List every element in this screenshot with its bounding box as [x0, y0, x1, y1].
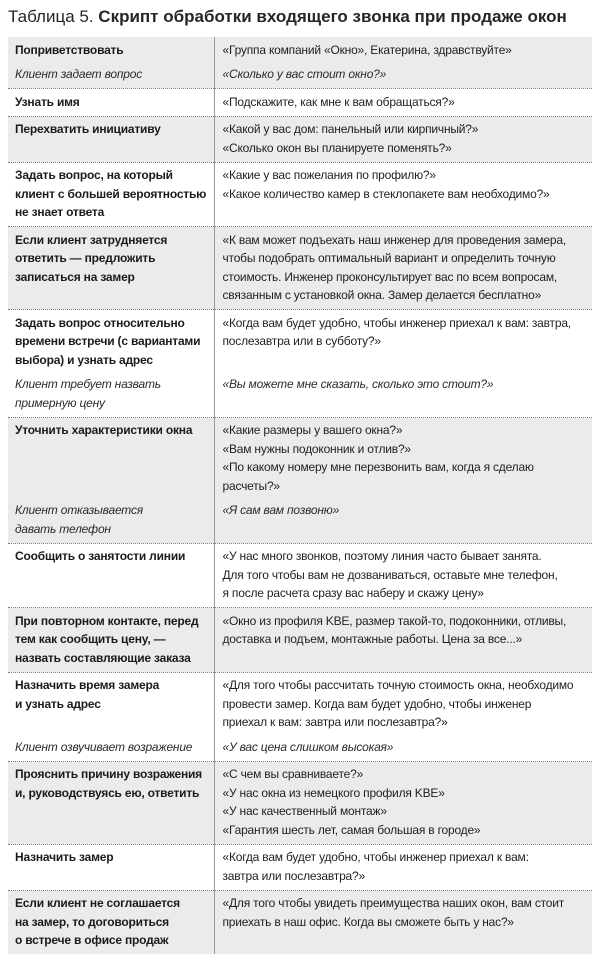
- operator-phrase-cell: «У нас много звонков, поэтому линия часто бывает занята. Для того чтобы вам не дозваниваться, оставьте мне телефон, я после расчета сразу вас наберу и скажу цену»: [214, 543, 592, 608]
- operator-step-row: [8, 116, 592, 162]
- operator-phrase-cell: «Для того чтобы увидеть преимущества наших окон, вам стоит приехать в наш офис. Когда вы сможете быть у нас?»: [214, 890, 592, 954]
- operator-step-row: [8, 844, 592, 890]
- caption-title: Скрипт обработки входящего звонка при продаже окон: [98, 7, 567, 26]
- operator-phrase-cell: «Для того чтобы рассчитать точную стоимость окна, необходимо провести замер. Когда вам будет удобно, чтобы инженер приехал к вам: завтра или послезавтра?»: [214, 672, 592, 732]
- operator-phrase-cell: «С чем вы сравниваете?» «У нас окна из немецкого профиля KBE» «У нас качественный монтаж» «Гарантия шесть лет, самая большая в городе»: [214, 761, 592, 844]
- operator-step-row: [8, 37, 592, 59]
- operator-step-row: [8, 417, 592, 495]
- step-cell: Назначить время замера и узнать адрес: [8, 672, 214, 732]
- script-row: [8, 89, 592, 117]
- operator-step-row: [8, 761, 592, 844]
- step-cell: Если клиент затрудняется ответить — предложить записаться на замер: [8, 227, 214, 310]
- operator-phrase-cell: «Подскажите, как мне к вам обращаться?»: [214, 89, 592, 117]
- operator-phrase-cell: «К вам может подъехать наш инженер для проведения замера, чтобы подобрать оптимальный вариант и определить точную стоимость. Инженер проконсультирует вас по всем вопросам, связанным с установкой окна. Замер делается бесплатно»: [214, 227, 592, 310]
- caption-number: Таблица 5.: [8, 7, 94, 26]
- operator-phrase-cell: «Когда вам будет удобно, чтобы инженер приехал к вам: завтра или послезавтра?»: [214, 844, 592, 890]
- script-row: [8, 162, 592, 227]
- script-row: [8, 417, 592, 543]
- step-cell: Сообщить о занятости линии: [8, 543, 214, 608]
- script-row: [8, 844, 592, 890]
- operator-step-row: [8, 310, 592, 370]
- client-phrase-cell: «Сколько у вас стоит окно?»: [214, 59, 592, 89]
- operator-step-row: [8, 672, 592, 732]
- operator-step-row: [8, 890, 592, 954]
- operator-phrase-cell: «Когда вам будет удобно, чтобы инженер приехал к вам: завтра, послезавтра или в субботу?»: [214, 310, 592, 370]
- script-row: [8, 761, 592, 844]
- step-cell: Поприветствовать: [8, 37, 214, 59]
- client-reaction-row: [8, 59, 592, 89]
- script-row: [8, 543, 592, 608]
- script-row: [8, 37, 592, 89]
- client-phrase-cell: «У вас цена слишком высокая»: [214, 732, 592, 762]
- step-cell: Назначить замер: [8, 844, 214, 890]
- script-row: [8, 890, 592, 954]
- operator-step-row: [8, 543, 592, 608]
- operator-phrase-cell: «Окно из профиля KBE, размер такой-то, подоконники, отливы, доставка и подъем, монтажные работы. Цена за все...»: [214, 608, 592, 673]
- step-cell: Уточнить характеристики окна: [8, 417, 214, 495]
- operator-phrase-cell: «Какие у вас пожелания по профилю?» «Какое количество камер в стеклопакете вам необходимо?»: [214, 162, 592, 227]
- operator-step-row: [8, 227, 592, 310]
- client-action-cell: Клиент отказывается давать телефон: [8, 495, 214, 543]
- script-row: [8, 310, 592, 418]
- operator-phrase-cell: «Какой у вас дом: панельный или кирпичный?» «Сколько окон вы планируете поменять?»: [214, 116, 592, 162]
- step-cell: Прояснить причину возражения и, руководствуясь ею, ответить: [8, 761, 214, 844]
- script-row: [8, 227, 592, 310]
- client-reaction-row: [8, 369, 592, 417]
- client-action-cell: Клиент требует назвать примерную цену: [8, 369, 214, 417]
- client-phrase-cell: «Я сам вам позвоню»: [214, 495, 592, 543]
- script-row: [8, 608, 592, 673]
- client-action-cell: Клиент озвучивает возражение: [8, 732, 214, 762]
- step-cell: Если клиент не соглашается на замер, то договориться о встрече в офисе продаж: [8, 890, 214, 954]
- step-cell: Узнать имя: [8, 89, 214, 117]
- client-action-cell: Клиент задает вопрос: [8, 59, 214, 89]
- script-row: [8, 672, 592, 761]
- table-caption: [8, 6, 567, 28]
- client-reaction-row: [8, 495, 592, 543]
- script-row: [8, 116, 592, 162]
- client-reaction-row: [8, 732, 592, 762]
- operator-step-row: [8, 162, 592, 227]
- operator-phrase-cell: «Группа компаний «Окно», Екатерина, здравствуйте»: [214, 37, 592, 59]
- step-cell: Задать вопрос относительно времени встречи (с вариантами выбора) и узнать адрес: [8, 310, 214, 370]
- step-cell: Перехватить инициативу: [8, 116, 214, 162]
- step-cell: При повторном контакте, перед тем как сообщить цену, — назвать составляющие заказа: [8, 608, 214, 673]
- step-cell: Задать вопрос, на который клиент с большей вероятностью не знает ответа: [8, 162, 214, 227]
- client-phrase-cell: «Вы можете мне сказать, сколько это стоит?»: [214, 369, 592, 417]
- operator-step-row: [8, 608, 592, 673]
- call-script-table: [8, 37, 592, 954]
- operator-step-row: [8, 89, 592, 117]
- operator-phrase-cell: «Какие размеры у вашего окна?» «Вам нужны подоконник и отлив?» «По какому номеру мне перезвонить вам, когда я сделаю расчеты?»: [214, 417, 592, 495]
